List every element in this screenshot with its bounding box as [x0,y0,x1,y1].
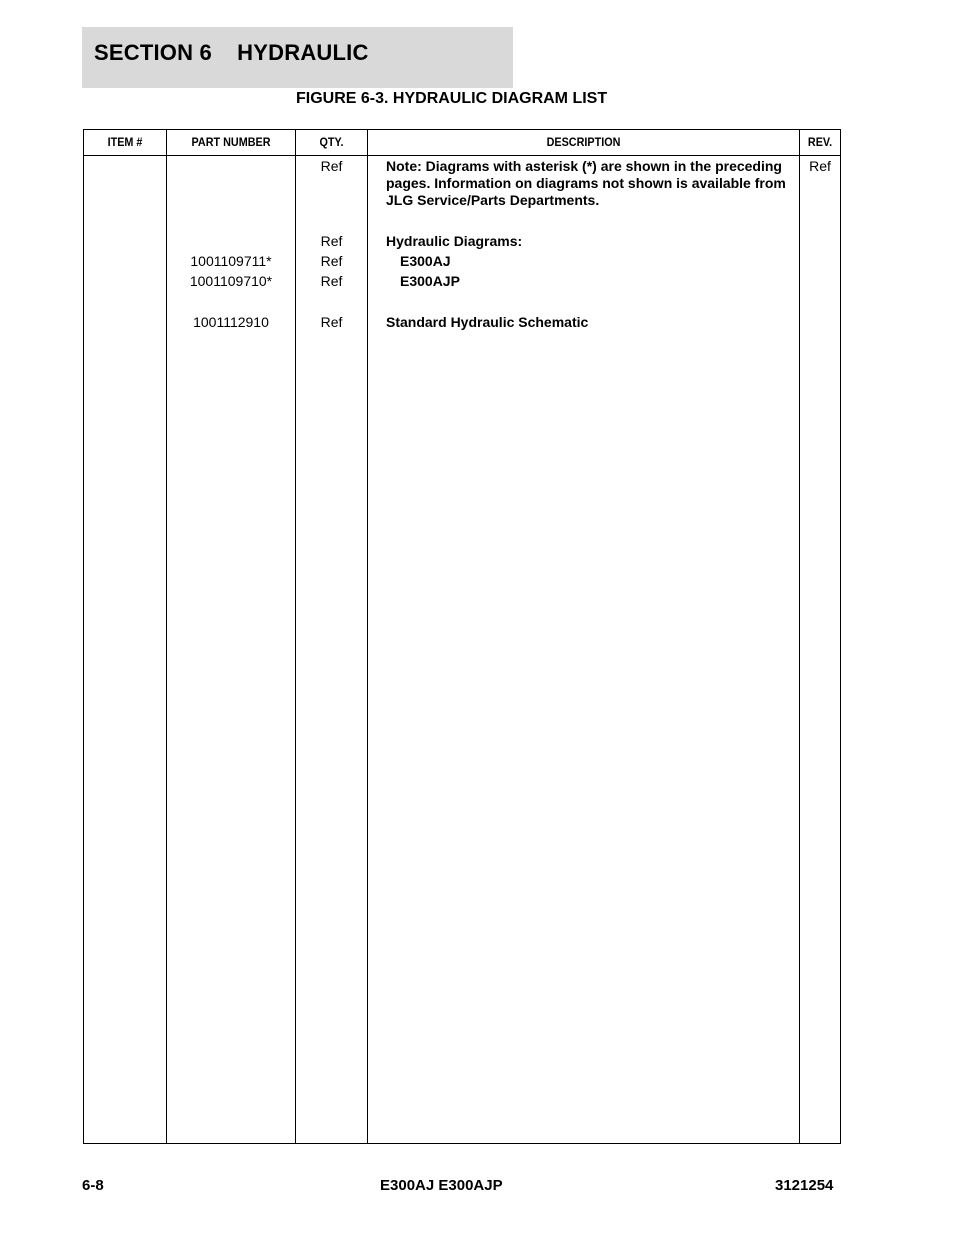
row-diagrams-description: Hydraulic Diagrams: [386,233,523,249]
figure-title: FIGURE 6-3. HYDRAULIC DIAGRAM LIST [296,90,608,107]
row-e300aj-part-number: 1001109711* [190,253,272,269]
row-note-qty: Ref [320,158,343,174]
row-schematic-part-number: 1001112910 [193,314,269,330]
footer-page-number: 6-8 [82,1177,104,1194]
header-qty: QTY. [319,135,344,149]
column-divider [799,130,800,1143]
footer-models: E300AJ E300AJP [380,1177,503,1194]
row-note-description: Note: Diagrams with asterisk (*) are shown in the preceding pages. Information on diagrams not shown is available from JLG Service/Parts Departments. [386,158,786,208]
row-e300ajp-part-number: 1001109710* [189,273,273,289]
row-note-rev: Ref [809,158,831,174]
row-diagrams-qty: Ref [320,233,343,249]
parts-table [83,129,841,1144]
row-e300ajp-description: E300AJP [400,273,460,289]
row-e300aj-description: E300AJ [400,253,451,269]
header-rev: REV. [807,135,833,149]
header-part-number: PART NUMBER [191,135,271,149]
header-item: ITEM # [107,135,143,149]
section-title: SECTION 6 HYDRAULIC [94,40,369,65]
footer-doc-number: 3121254 [775,1177,834,1194]
column-divider [367,130,368,1143]
row-e300aj-qty: Ref [320,253,343,269]
row-e300ajp-qty: Ref [320,273,343,289]
row-schematic-description: Standard Hydraulic Schematic [386,314,589,330]
row-schematic-qty: Ref [320,314,343,330]
header-description: DESCRIPTION [546,135,621,149]
header-divider [84,155,840,156]
